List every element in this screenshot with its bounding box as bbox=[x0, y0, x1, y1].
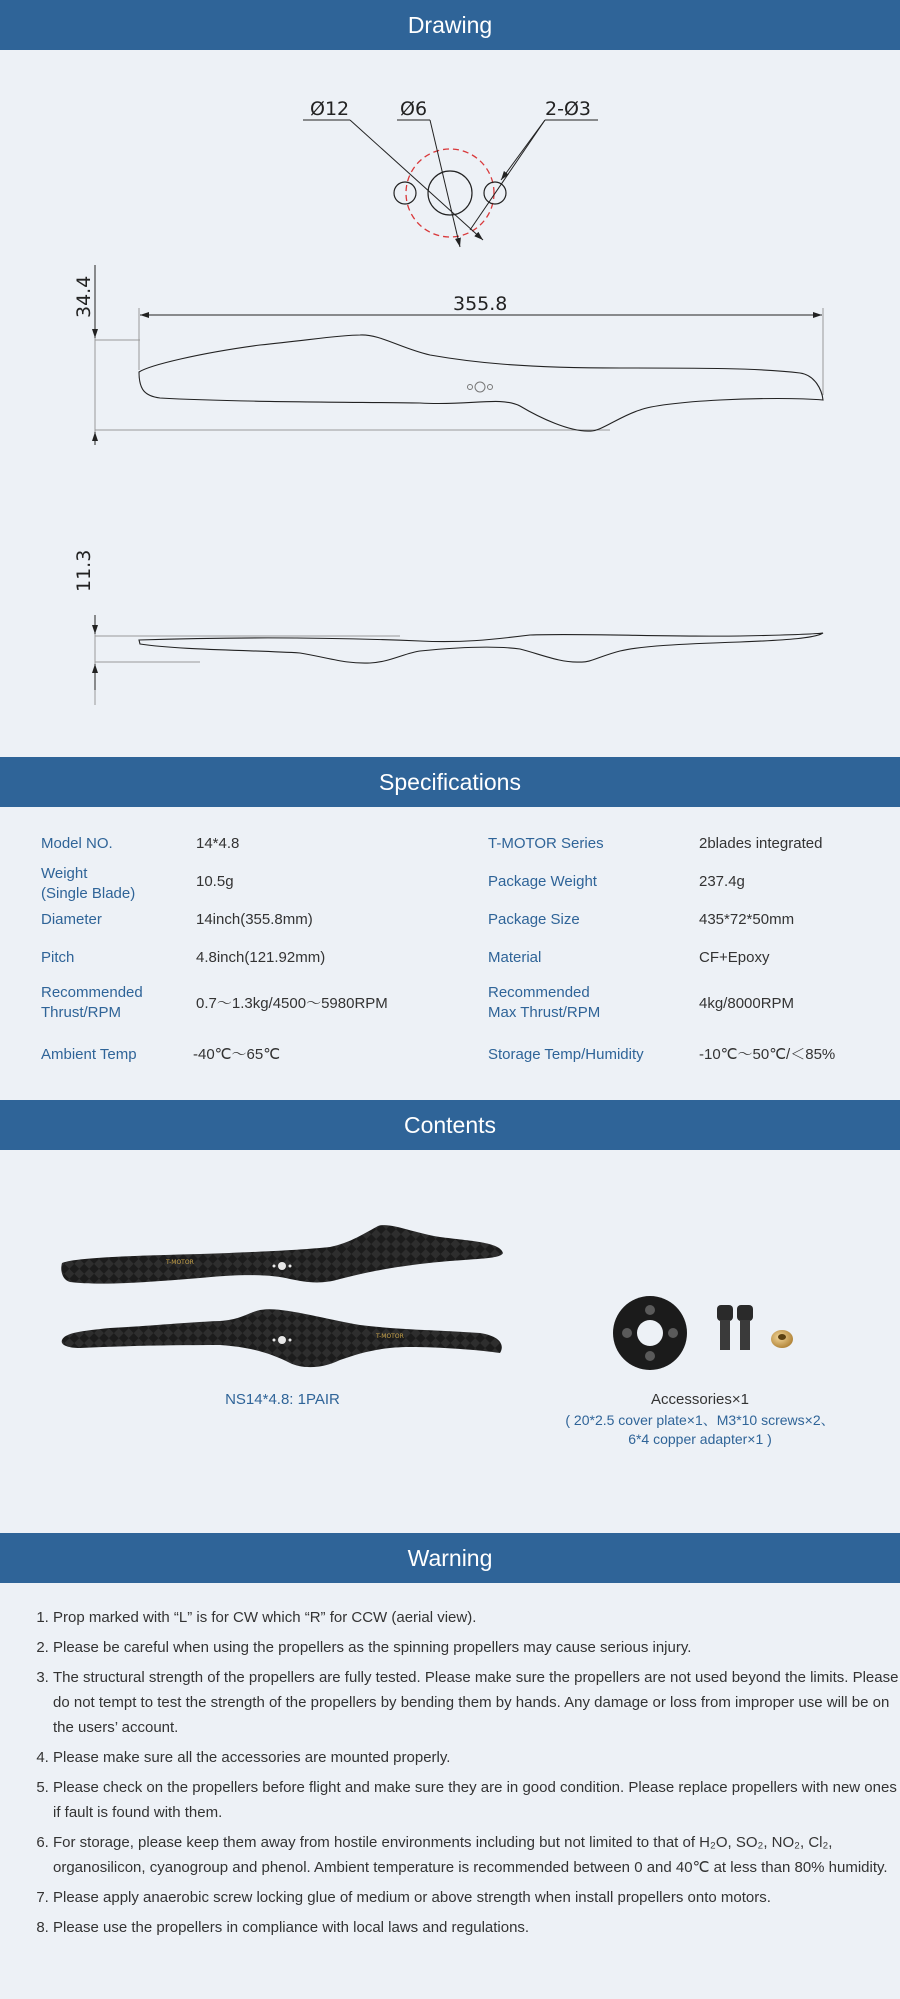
contents-illustration bbox=[0, 1150, 900, 1530]
spec-value: 14inch(355.8mm) bbox=[196, 911, 313, 928]
hub-center-hole bbox=[428, 171, 472, 215]
warning-item: 1. Prop marked with “L” is for CW which “R” for CCW (aerial view). bbox=[53, 1605, 900, 1630]
section-title: Contents bbox=[403, 1112, 497, 1138]
dim-thickness: 11.3 bbox=[73, 549, 95, 592]
accessories-detail-line2: 6*4 copper adapter×1 ) bbox=[628, 1431, 772, 1447]
warning-item: 5. Please check on the propellers before flight and make sure they are in good condition. Please replace propellers with new ones if fault is found with them. bbox=[53, 1775, 900, 1825]
spec-value: -10℃～50℃/＜85% bbox=[699, 1046, 836, 1063]
warning-list bbox=[28, 1605, 900, 1945]
section-title: Warning bbox=[407, 1545, 493, 1571]
hub-outline-dashed bbox=[406, 149, 494, 237]
hub-top-view bbox=[303, 98, 598, 247]
dim-hub-center: Ø6 bbox=[400, 98, 428, 120]
warning-item: 3. The structural strength of the propellers are fully tested. Please make sure the propellers are not used beyond the limits. Please do not tempt to test the strength of the propellers by bending them by hands. Any damage or loss from improper use will be on the users’ account. bbox=[53, 1665, 900, 1740]
propeller-blade-2 bbox=[62, 1309, 502, 1367]
dim-length: 355.8 bbox=[453, 293, 508, 315]
spec-value: 4.8inch(121.92mm) bbox=[196, 949, 326, 966]
spec-value: 10.5g bbox=[196, 873, 234, 890]
blade-planform-view bbox=[73, 265, 823, 445]
warning-item: 8. Please use the propellers in compliance with local laws and regulations. bbox=[53, 1915, 900, 1940]
spec-label: Package Size bbox=[488, 911, 580, 928]
spec-value: 237.4g bbox=[699, 873, 745, 890]
section-title: Drawing bbox=[407, 12, 493, 38]
warning-item: 4. Please make sure all the accessories are mounted properly. bbox=[53, 1745, 900, 1770]
spec-label: Weight (Single Blade) bbox=[41, 865, 136, 902]
section-header-warning bbox=[0, 1533, 900, 1583]
accessories-detail-line1: ( 20*2.5 cover plate×1、M3*10 screws×2、 bbox=[565, 1412, 835, 1428]
spec-value: 2blades integrated bbox=[699, 835, 823, 852]
technical-drawing bbox=[0, 50, 900, 755]
blade-outline bbox=[139, 335, 823, 431]
blade-brand-label: T-MOTOR bbox=[376, 1333, 404, 1340]
warning-item: 6. For storage, please keep them away from hostile environments including but not limited to that of H₂O, SO₂, NO₂, Cl₂, organosilicon, cyanogroup and phenol. Ambient temperature is recommended between 0 and 40℃ at less than 80% humidity. bbox=[53, 1830, 900, 1880]
section-title: Specifications bbox=[379, 769, 521, 795]
spec-label: Package Weight bbox=[488, 873, 597, 890]
dim-hub-large: Ø12 bbox=[310, 98, 350, 120]
hub-side-hole-left bbox=[394, 182, 416, 204]
spec-label: Model NO. bbox=[41, 835, 113, 852]
warning-item: 2. Please be careful when using the propellers as the spinning propellers may cause serious injury. bbox=[53, 1635, 900, 1660]
blade-side-outline bbox=[139, 633, 823, 663]
spec-value: 4kg/8000RPM bbox=[699, 995, 795, 1012]
spec-label: Diameter bbox=[41, 911, 102, 928]
spec-label: T-MOTOR Series bbox=[488, 835, 604, 852]
copper-adapter bbox=[771, 1330, 793, 1348]
blade-side-view bbox=[73, 550, 823, 705]
spec-label: Storage Temp/Humidity bbox=[488, 1046, 644, 1063]
section-header-specifications bbox=[0, 757, 900, 807]
propeller-caption: NS14*4.8: 1PAIR bbox=[225, 1391, 340, 1408]
spec-value: 435*72*50mm bbox=[699, 911, 795, 928]
screw bbox=[737, 1305, 753, 1350]
section-header-drawing bbox=[0, 0, 900, 50]
spec-value: 14*4.8 bbox=[196, 835, 240, 852]
spec-label: Pitch bbox=[41, 949, 75, 966]
dim-hub-holes: 2-Ø3 bbox=[545, 98, 591, 120]
spec-label: Recommended Thrust/RPM bbox=[41, 984, 143, 1021]
accessories-title: Accessories×1 bbox=[651, 1391, 749, 1408]
screw bbox=[717, 1305, 733, 1350]
spec-value: 0.7～1.3kg/4500～5980RPM bbox=[196, 995, 388, 1012]
blade-brand-label: T-MOTOR bbox=[166, 1259, 194, 1266]
warning-item: 7. Please apply anaerobic screw locking glue of medium or above strength when install propellers onto motors. bbox=[53, 1885, 900, 1910]
spec-table bbox=[0, 807, 900, 1097]
spec-label: Recommended Max Thrust/RPM bbox=[488, 984, 601, 1021]
spec-value: CF+Epoxy bbox=[699, 949, 770, 966]
propeller-blade-1 bbox=[61, 1225, 503, 1284]
spec-label: Ambient Temp bbox=[41, 1046, 137, 1063]
accessories-illustration bbox=[613, 1296, 793, 1370]
dim-width: 34.4 bbox=[73, 275, 95, 318]
spec-label: Material bbox=[488, 949, 542, 966]
spec-value: -40℃～65℃ bbox=[193, 1046, 281, 1063]
section-header-contents bbox=[0, 1100, 900, 1150]
